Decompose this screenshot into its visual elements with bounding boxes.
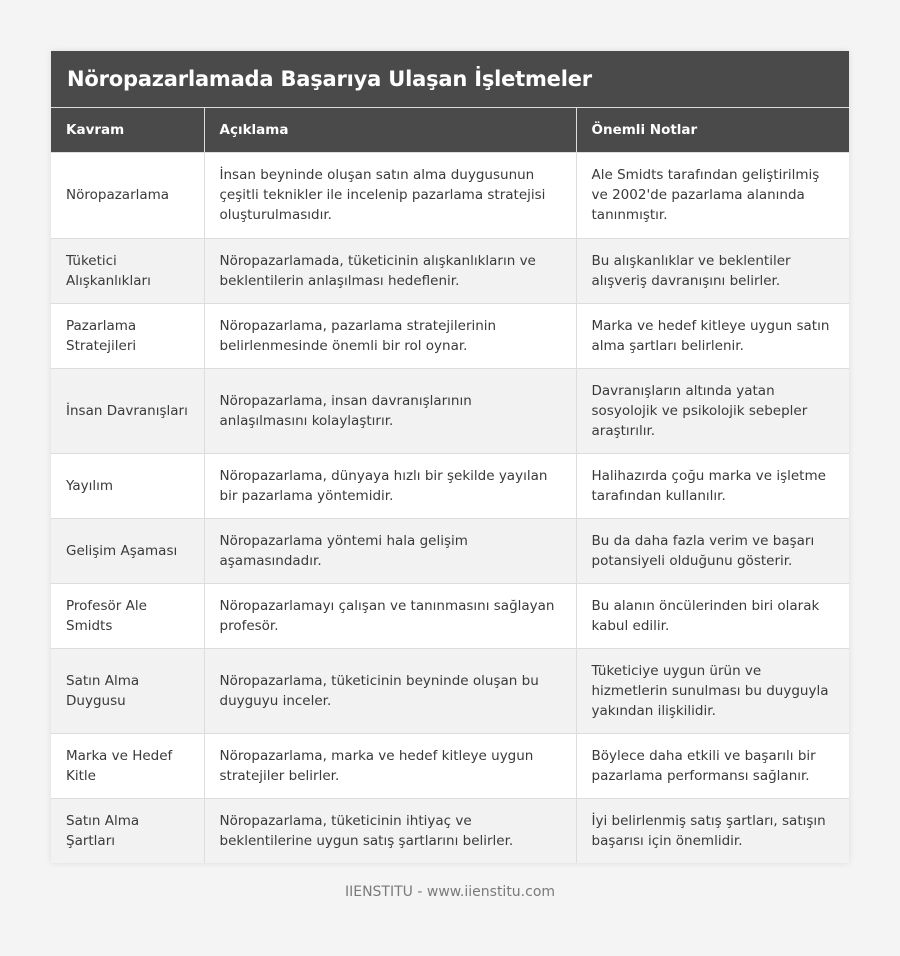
cell-notes: Marka ve hedef kitleye uygun satın alma şartları belirlenir. [576,303,849,368]
cell-concept: Gelişim Aşaması [51,518,204,583]
cell-concept: Satın Alma Şartları [51,798,204,863]
table-row [51,238,849,303]
cell-concept: Yayılım [51,453,204,518]
table-row [51,648,849,733]
column-header-notes: Önemli Notlar [576,108,849,152]
cell-description: Nöropazarlama, tüketicinin beyninde oluşan bu duyguyu inceler. [204,648,576,733]
table-row [51,583,849,648]
cell-description: Nöropazarlama, marka ve hedef kitleye uygun stratejiler belirler. [204,733,576,798]
cell-concept: Pazarlama Stratejileri [51,303,204,368]
table-row [51,368,849,453]
title-bar [51,51,849,108]
cell-notes: Bu alışkanlıklar ve beklentiler alışveriş davranışını belirler. [576,238,849,303]
cell-notes: Halihazırda çoğu marka ve işletme tarafından kullanılır. [576,453,849,518]
cell-notes: Tüketiciye uygun ürün ve hizmetlerin sunulması bu duyguyla yakından ilişkilidir. [576,648,849,733]
cell-concept: Nöropazarlama [51,152,204,238]
cell-notes: Bu da daha fazla verim ve başarı potansiyeli olduğunu gösterir. [576,518,849,583]
cell-concept: Satın Alma Duygusu [51,648,204,733]
cell-concept: Marka ve Hedef Kitle [51,733,204,798]
cell-notes: İyi belirlenmiş satış şartları, satışın başarısı için önemlidir. [576,798,849,863]
cell-concept: İnsan Davranışları [51,368,204,453]
cell-concept: Tüketici Alışkanlıkları [51,238,204,303]
table-card [51,51,849,863]
table-row [51,518,849,583]
table-row [51,798,849,863]
concepts-table [51,108,849,863]
cell-notes: Böylece daha etkili ve başarılı bir pazarlama performansı sağlanır. [576,733,849,798]
column-header-description: Açıklama [204,108,576,152]
cell-description: Nöropazarlama yöntemi hala gelişim aşamasındadır. [204,518,576,583]
cell-description: Nöropazarlama, pazarlama stratejilerinin belirlenmesinde önemli bir rol oynar. [204,303,576,368]
cell-description: Nöropazarlamayı çalışan ve tanınmasını sağlayan profesör. [204,583,576,648]
table-row [51,733,849,798]
cell-notes: Bu alanın öncülerinden biri olarak kabul edilir. [576,583,849,648]
cell-description: Nöropazarlama, insan davranışlarının anlaşılmasını kolaylaştırır. [204,368,576,453]
cell-description: Nöropazarlamada, tüketicinin alışkanlıkların ve beklentilerin anlaşılması hedeflenir. [204,238,576,303]
footer-credit: IIENSTITU - www.iienstitu.com [344,884,556,900]
cell-notes: Davranışların altında yatan sosyolojik ve psikolojik sebepler araştırılır. [576,368,849,453]
column-header-concept: Kavram [51,108,204,152]
cell-description: İnsan beyninde oluşan satın alma duygusunun çeşitli teknikler ile incelenip pazarlama stratejisi oluşturulmasıdır. [204,152,576,238]
cell-description: Nöropazarlama, dünyaya hızlı bir şekilde yayılan bir pazarlama yöntemidir. [204,453,576,518]
page-title: Nöropazarlamada Başarıya Ulaşan İşletmeler [67,67,592,91]
table-row [51,152,849,238]
cell-notes: Ale Smidts tarafından geliştirilmiş ve 2002'de pazarlama alanında tanınmıştır. [576,152,849,238]
cell-concept: Profesör Ale Smidts [51,583,204,648]
table-header-row [51,108,849,152]
cell-description: Nöropazarlama, tüketicinin ihtiyaç ve beklentilerine uygun satış şartlarını belirler. [204,798,576,863]
table-row [51,453,849,518]
table-row [51,303,849,368]
